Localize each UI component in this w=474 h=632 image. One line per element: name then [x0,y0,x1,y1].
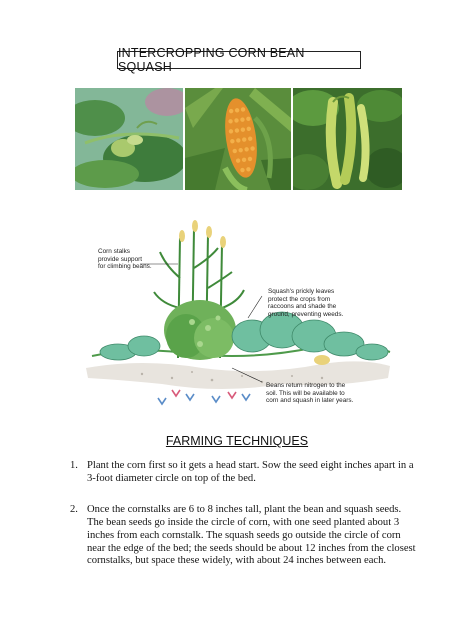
corn-callout: Corn stalks provide support for climbing beans. [98,248,152,271]
farming-techniques-heading: FARMING TECHNIQUES [165,434,309,448]
document-title: INTERCROPPING CORN BEAN SQUASH [118,46,305,74]
list-item [70,504,420,569]
bean-flower-photo-icon [75,88,183,190]
three-sisters-illustration [82,218,394,414]
beans-callout: Beans return nitrogen to the soil. This will be available to corn and squash in later years. [266,382,354,405]
step-number: 1. [70,460,78,471]
corn-cob-photo-icon [185,88,291,190]
list-item [70,460,420,486]
bean-pods-photo-icon [293,88,402,190]
step-text: Once the cornstalks are 6 to 8 inches tall, plant the bean and squash seeds. The bean seeds go inside the circle of corn, with one seed planted about 3 inches from each cornstalk. The squash seeds go outside the circle of corn near the edge of the bed; the seeds should be about 12 inches from the closest cornstalks, but space these widely, with about 24 inches between each. [87,503,416,567]
document-title-box [117,46,361,74]
steps-list [70,460,420,568]
step-text: Plant the corn first so it gets a head start. Sow the seed eight inches apart in a 3-foot diameter circle on top of the bed. [87,460,414,484]
squash-callout: Squash's prickly leaves protect the crops from raccoons and shade the ground, preventing weeds. [268,288,344,318]
step-number: 2. [70,503,78,515]
photo-strip [75,88,402,190]
section-heading [0,432,474,450]
